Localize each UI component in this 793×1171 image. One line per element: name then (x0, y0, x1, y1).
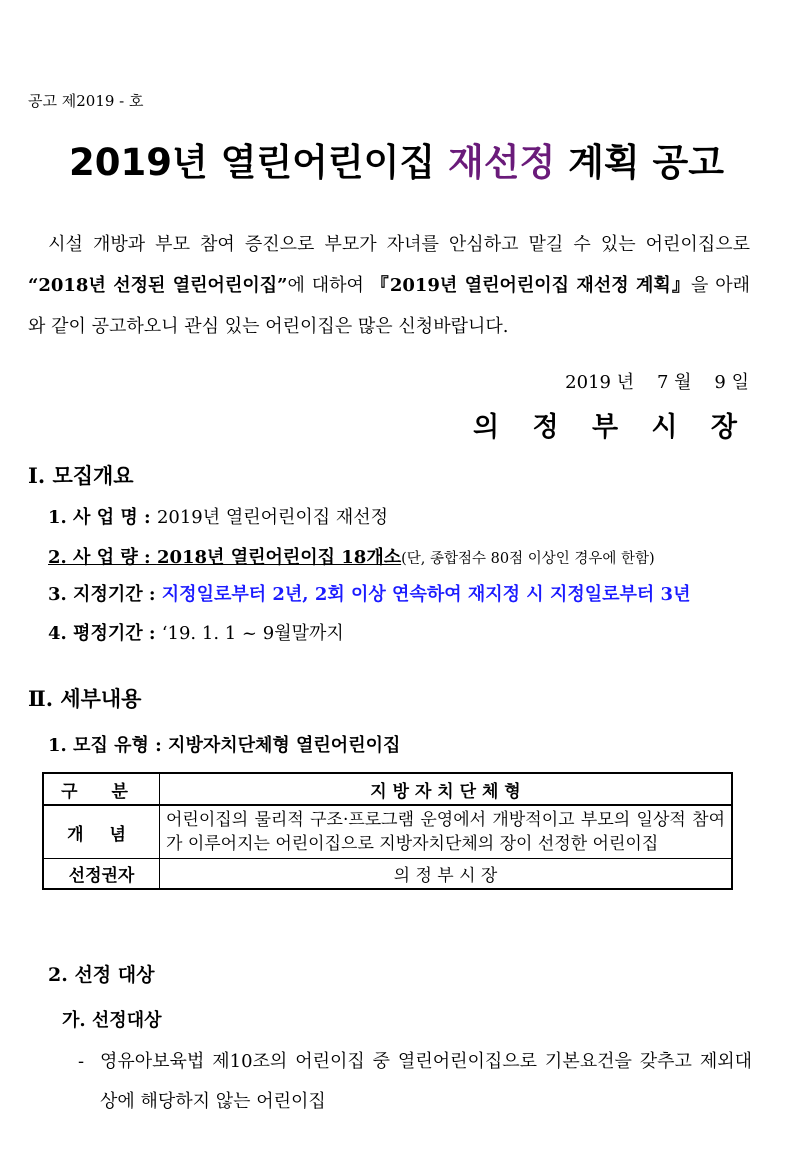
item-label: 1. 사 업 명 : (48, 507, 157, 528)
selection-target-heading: 2. 선정 대상 (48, 964, 155, 986)
bullet-dash: - (78, 1051, 85, 1072)
item-value: ‘19. 1. 1 ~ 9월말까지 (161, 623, 344, 644)
intro-line1: 시설 개방과 부모 참여 증진으로 부모가 자녀를 안심하고 맡길 수 있는 어린이집으로 (48, 234, 750, 255)
section1-heading: Ⅰ. 모집개요 (28, 463, 134, 488)
item-value: 2019년 열린어린이집 재선정 (156, 507, 389, 528)
section2-heading: Ⅱ. 세부내용 (28, 686, 142, 711)
issuer: 의 정 부 시 장 (472, 412, 749, 443)
item-value: 지정일로부터 2년, 2회 이상 연속하여 재지정 시 지정일로부터 3년 (161, 584, 691, 605)
title-part1: 2019년 열린어린이집 (69, 141, 448, 184)
item-label: 2. 사 업 량 : (48, 547, 157, 568)
table-value-authority: 의 정 부 시 장 (160, 859, 733, 890)
table-label-concept: 개 념 (43, 805, 160, 859)
table-header-category: 구 분 (43, 773, 160, 805)
item-label: 3. 지정기간 : (48, 584, 162, 605)
table-row (43, 859, 732, 890)
overview-item-project-name (48, 503, 388, 529)
overview-item-project-volume (48, 543, 655, 569)
overview-item-evaluation-period (48, 619, 344, 645)
bullet-text: 영유아보육법 제10조의 어린이집 중 열린어린이집으로 기본요건을 갖추고 제외대상에 해당하지 않는 어린이집 (100, 1051, 752, 1112)
table-header-type: 지 방 자 치 단 체 형 (160, 773, 733, 805)
table-header-row (43, 773, 732, 805)
intro-quote: “2018년 선정된 열린어린이집” (28, 275, 288, 296)
title-part2: 계획 공고 (555, 141, 724, 184)
intro-paragraph (28, 224, 750, 347)
overview-item-designation-period (48, 580, 690, 606)
intro-mid: 에 대하여 (287, 275, 371, 296)
table-value-concept: 어린이집의 물리적 구조·프로그램 운영에서 개방적이고 부모의 일상적 참여가 이루어지는 어린이집으로 지방자치단체의 장이 선정한 어린이집 (160, 805, 733, 859)
recruitment-type-heading: 1. 모집 유형 : 지방자치단체형 열린어린이집 (48, 735, 401, 756)
page-title (0, 132, 793, 186)
notice-date: 2019 년 7 월 9 일 (565, 372, 749, 393)
selection-target-subheading: 가. 선정대상 (62, 1010, 162, 1031)
type-table (42, 772, 733, 890)
intro-plan: 『2019년 열린어린이집 재선정 계획』 (370, 275, 691, 296)
intro-end: 을 아래와 같이 공고하오니 관심 있는 어린이집은 많은 신청바랍니다. (28, 275, 751, 337)
item-label: 4. 평정기간 : (48, 623, 162, 644)
item-note: (단, 종합점수 80점 이상인 경우에 한함) (401, 551, 655, 567)
table-row (43, 805, 732, 859)
item-value: 2018년 열린어린이집 18개소 (156, 547, 402, 568)
notice-number: 공고 제2019 - 호 (28, 92, 144, 110)
selection-target-bullet (78, 1042, 752, 1122)
table-label-authority: 선정권자 (43, 859, 160, 890)
title-highlight: 재선정 (447, 141, 556, 184)
